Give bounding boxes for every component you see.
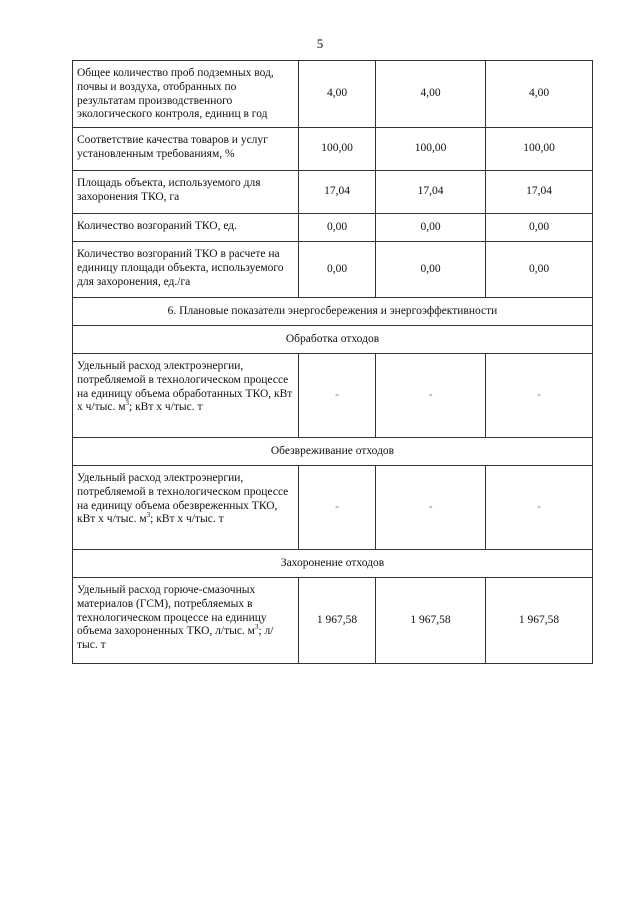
value-cell: 0,00 bbox=[376, 214, 486, 242]
value-cell: 100,00 bbox=[299, 128, 376, 171]
value-cell: 0,00 bbox=[486, 242, 593, 298]
subsection-title: Обработка отходов bbox=[73, 326, 593, 354]
table-row bbox=[73, 578, 593, 664]
indicators-table bbox=[72, 60, 593, 664]
subsection-row bbox=[73, 438, 593, 466]
value-cell: 1 967,58 bbox=[376, 578, 486, 664]
table-row bbox=[73, 214, 593, 242]
row-label: Общее количество проб подземных вод, почвы и воздуха, отобранных по результатам производственного экологического контроля, единиц в год bbox=[73, 61, 299, 128]
unit-superscript: 3 bbox=[254, 623, 259, 632]
value-cell: - bbox=[376, 354, 486, 438]
subsection-row bbox=[73, 550, 593, 578]
table-row bbox=[73, 466, 593, 550]
label-text: Удельный расход электроэнергии, потребляемой в технологическом процессе на единицу объема обработанных ТКО, кВт х ч/тыс. м bbox=[77, 360, 293, 414]
label-text-unit: ; л/тыс. т bbox=[77, 625, 274, 652]
row-label bbox=[73, 354, 299, 438]
value-cell: 0,00 bbox=[486, 214, 593, 242]
value-cell: - bbox=[376, 466, 486, 550]
subsection-title: Обезвреживание отходов bbox=[73, 438, 593, 466]
label-text-unit: ; кВт х ч/тыс. т bbox=[150, 513, 224, 526]
table-row bbox=[73, 61, 593, 128]
value-cell: 0,00 bbox=[299, 242, 376, 298]
row-label bbox=[73, 466, 299, 550]
value-cell: 4,00 bbox=[376, 61, 486, 128]
row-label: Площадь объекта, используемого для захоронения ТКО, га bbox=[73, 171, 299, 214]
row-label: Соответствие качества товаров и услуг установленным требованиям, % bbox=[73, 128, 299, 171]
label-text-unit: ; кВт х ч/тыс. т bbox=[129, 401, 203, 414]
unit-superscript: 3 bbox=[146, 511, 151, 520]
row-label: Количество возгораний ТКО, ед. bbox=[73, 214, 299, 242]
value-cell: - bbox=[486, 466, 593, 550]
value-cell: 4,00 bbox=[299, 61, 376, 128]
section-heading: 6. Плановые показатели энергосбережения и энергоэффективности bbox=[73, 298, 593, 326]
label-text: Удельный расход горюче-смазочных материалов (ГСМ), потребляемых в технологическом процессе на единицу объема захороненных ТКО, л/тыс. м bbox=[77, 584, 267, 638]
table-row bbox=[73, 171, 593, 214]
value-cell: 17,04 bbox=[299, 171, 376, 214]
table-row bbox=[73, 128, 593, 171]
value-cell: - bbox=[299, 466, 376, 550]
table-row bbox=[73, 354, 593, 438]
subsection-title: Захоронение отходов bbox=[73, 550, 593, 578]
row-label: Количество возгораний ТКО в расчете на единицу площади объекта, используемого для захоронения, ед./га bbox=[73, 242, 299, 298]
value-cell: 0,00 bbox=[376, 242, 486, 298]
row-label bbox=[73, 578, 299, 664]
section-heading-row bbox=[73, 298, 593, 326]
value-cell: 1 967,58 bbox=[299, 578, 376, 664]
value-cell: 100,00 bbox=[486, 128, 593, 171]
page-number: 5 bbox=[316, 36, 324, 51]
value-cell: - bbox=[299, 354, 376, 438]
value-cell: 100,00 bbox=[376, 128, 486, 171]
value-cell: 4,00 bbox=[486, 61, 593, 128]
value-cell: 17,04 bbox=[376, 171, 486, 214]
value-cell: 1 967,58 bbox=[486, 578, 593, 664]
subsection-row bbox=[73, 326, 593, 354]
value-cell: - bbox=[486, 354, 593, 438]
table-row bbox=[73, 242, 593, 298]
value-cell: 17,04 bbox=[486, 171, 593, 214]
value-cell: 0,00 bbox=[299, 214, 376, 242]
unit-superscript: 3 bbox=[125, 399, 129, 408]
label-text: Удельный расход электроэнергии, потребляемой в технологическом процессе на единицу объема обезвреженных ТКО, кВт х ч/тыс. м bbox=[77, 472, 289, 526]
